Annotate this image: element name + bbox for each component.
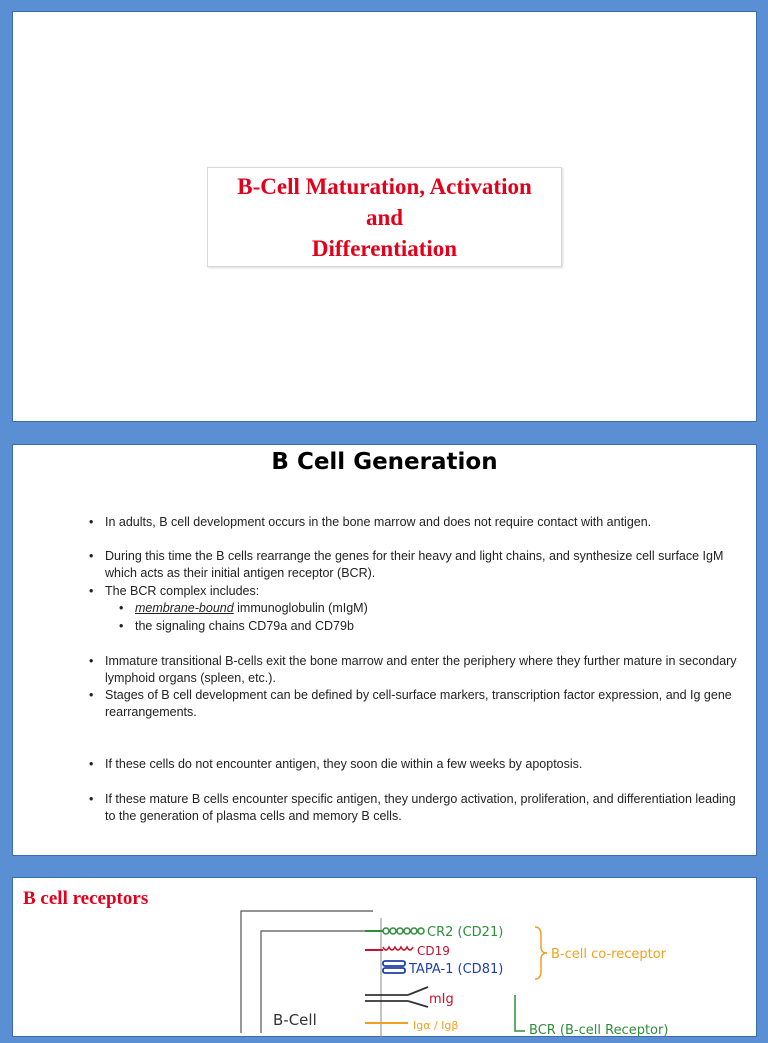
- bcr-label: BCR (B-cell Receptor): [529, 1023, 669, 1038]
- bcr-bracket: [515, 995, 525, 1031]
- bullet-text: the signaling chains CD79a and CD79b: [135, 619, 354, 633]
- tapa-label: TAPA-1 (CD81): [409, 962, 504, 977]
- bullet-text: If these cells do not encounter antigen, they soon die within a few weeks by apoptosis.: [105, 757, 583, 771]
- sub-list-item: • the signaling chains CD79a and CD79b: [119, 619, 354, 633]
- list-item: • The BCR complex includes:: [89, 584, 260, 598]
- bcell-label: B-Cell: [273, 1011, 317, 1029]
- title-box: [207, 167, 562, 267]
- title-line-2: and: [365, 204, 404, 230]
- bullet-text: In adults, B cell development occurs in the bone marrow and does not require contact with antigen.: [105, 515, 652, 529]
- list-item: • If these cells do not encounter antigen, they soon die within a few weeks by apoptosis.: [89, 757, 583, 771]
- receptor-diagram: [233, 903, 733, 1043]
- coreceptor-label: B-cell co-receptor: [551, 947, 666, 962]
- tapa-chain: [383, 961, 405, 973]
- list-item: • In adults, B cell development occurs in the bone marrow and does not require contact with antigen.: [89, 515, 652, 529]
- cd19-label: CD19: [417, 944, 450, 958]
- bullet-list: [13, 445, 756, 855]
- bullet-text: The BCR complex includes:: [105, 584, 260, 598]
- bullet-text: immunoglobulin (mIgM): [233, 601, 368, 615]
- slide-b-cell-receptors: [12, 877, 757, 1037]
- title-line-3: Differentiation: [311, 235, 458, 261]
- mig-label: mIg: [429, 992, 454, 1007]
- cr2-chain: [365, 928, 424, 934]
- iga-label: Igα / Igβ: [413, 1019, 459, 1032]
- slide-title: [12, 11, 757, 422]
- title-line-1: B-Cell Maturation, Activation: [237, 173, 532, 199]
- bullet-text: If these mature B cells encounter specific antigen, they undergo activation, proliferation, and differentiation leading to the generation of plasma cells and memory B cells.: [105, 792, 736, 823]
- slide-heading: B cell receptors: [23, 888, 149, 909]
- emphasized-text: membrane-bound: [135, 601, 234, 615]
- bullet-text: During this time the B cells rearrange the genes for their heavy and light chains, and synthesize cell surface IgM which acts as their initial antigen receptor (BCR).: [105, 549, 724, 580]
- slide-b-cell-generation: [12, 444, 757, 856]
- slide-heading: B Cell Generation: [271, 449, 498, 475]
- mig-structure: [365, 987, 428, 1007]
- bullet-text: Immature transitional B-cells exit the bone marrow and enter the periphery where they further mature in secondary lymphoid organs (spleen, etc.).: [105, 654, 737, 685]
- sub-list-item: • membrane-bound immunoglobulin (mIgM): [119, 601, 368, 615]
- list-item: • Stages of B cell development can be defined by cell-surface markers, transcription factor expression, and Ig gene rearrangements.: [89, 688, 732, 719]
- coreceptor-brace: [535, 927, 547, 979]
- list-item: • Immature transitional B-cells exit the bone marrow and enter the periphery where they further mature in secondary lymphoid organs (spleen, etc.).: [89, 654, 737, 685]
- bullet-text: Stages of B cell development can be defined by cell-surface markers, transcription factor expression, and Ig gene rearrangements.: [105, 688, 732, 719]
- cr2-label: CR2 (CD21): [427, 925, 504, 940]
- cd19-chain: [365, 947, 413, 950]
- list-item: • During this time the B cells rearrange the genes for their heavy and light chains, and synthesize cell surface IgM which acts as their initial antigen receptor (BCR).: [89, 549, 724, 580]
- list-item: • If these mature B cells encounter specific antigen, they undergo activation, proliferation, and differentiation leading to the generation of plasma cells and memory B cells.: [89, 792, 736, 823]
